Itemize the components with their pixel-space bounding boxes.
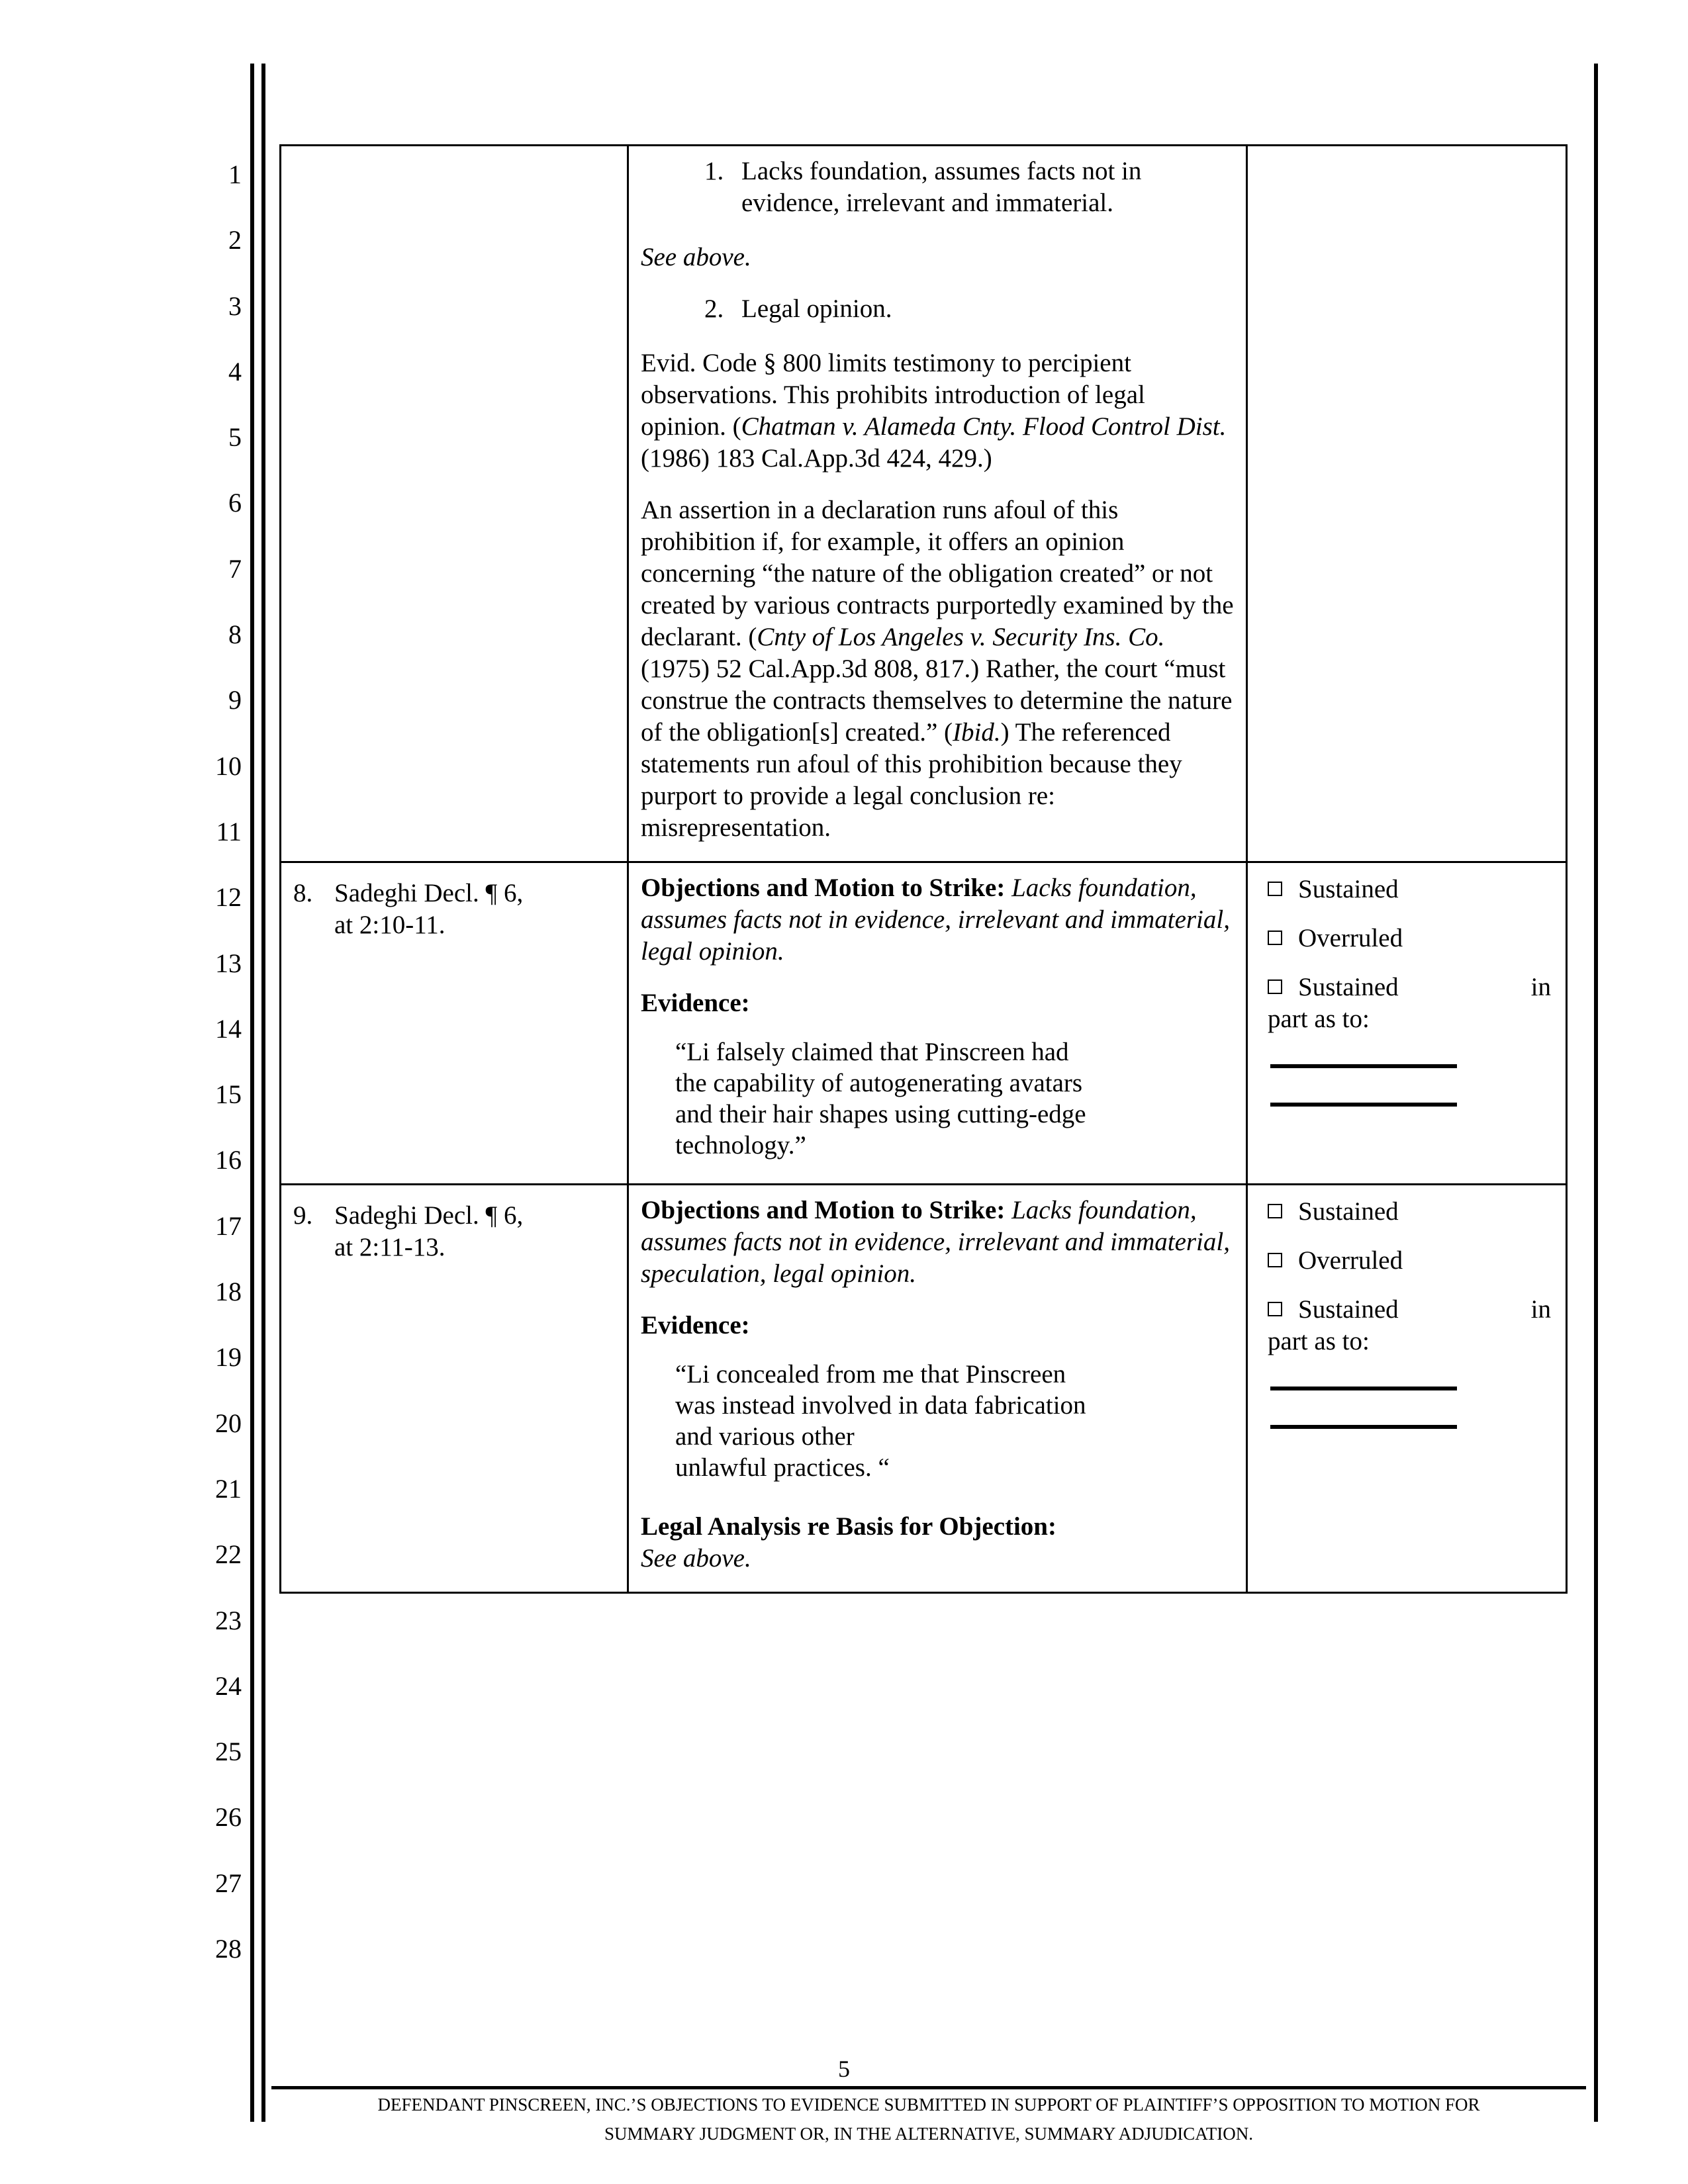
table-row xyxy=(281,862,1567,1185)
line-number: 10 xyxy=(215,751,242,781)
objection-grounds: Lacks foundation, assumes facts not in evidence, irrelevant and immaterial, speculation, legal opinion. xyxy=(641,1196,1230,1288)
line-number: 27 xyxy=(215,1868,242,1898)
objection-ground-text: Lacks foundation, assumes facts not in evidence, irrelevant and immaterial. xyxy=(741,157,1142,217)
evidence-quote xyxy=(641,1359,1234,1483)
ruling-option-label: Sustained xyxy=(1298,875,1399,903)
evidence-item-body xyxy=(334,1200,615,1263)
footer-caption xyxy=(271,2090,1586,2148)
line-number: 22 xyxy=(215,1539,242,1570)
line-number: 4 xyxy=(228,356,242,387)
ruling-option-sustained[interactable] xyxy=(1268,1196,1551,1228)
evidence-reference-8 xyxy=(293,872,615,941)
evidence-quote-line: the capability of autogenerating avatars xyxy=(675,1069,1083,1097)
line-number: 11 xyxy=(216,816,242,846)
evidence-code-text-a: Evid. Code § 800 limits testimony to percipient observations. This prohibits introduction of legal opinion. ( xyxy=(641,349,1145,441)
objection-label: Objections and Motion to Strike: xyxy=(641,874,1006,902)
evidence-quote-line: unlawful practices. “ xyxy=(675,1453,890,1482)
evidence-reference-9 xyxy=(293,1195,615,1263)
line-number: 25 xyxy=(215,1737,242,1767)
assertion-text-b: (1975) 52 Cal.App.3d 808, 817.) Rather, the court “must construe the contracts themselves to determine the nature of the obligation[s] created.” ( xyxy=(641,655,1233,747)
ruling-option-sustained-in-part[interactable] xyxy=(1268,1294,1551,1357)
ruling-option-label-cont: part as to: xyxy=(1268,1327,1370,1355)
evidence-code-paragraph xyxy=(641,347,1234,475)
case-citation-county-la: Cnty of Los Angeles v. Security Ins. Co. xyxy=(757,623,1165,651)
evidence-heading: Evidence: xyxy=(641,1311,750,1340)
assertion-text-a: An assertion in a declaration runs afoul of this prohibition if, for example, it offers an opinion concerning “the nature of the obligation created” or not created by various contracts purportedly examined by the declarant. ( xyxy=(641,496,1234,651)
right-margin-rule xyxy=(1594,64,1598,2122)
ruling-write-in-line[interactable] xyxy=(1270,1103,1457,1107)
case-citation-ibid: Ibid. xyxy=(953,718,1001,747)
evidence-quote xyxy=(641,1036,1234,1161)
line-number: 12 xyxy=(215,882,242,913)
ruling-option-sustained[interactable] xyxy=(1268,874,1551,905)
evidence-cell-8 xyxy=(281,862,628,1185)
checkbox-icon[interactable] xyxy=(1268,1302,1282,1316)
objection-cell-8 xyxy=(628,862,1247,1185)
evidence-line-ref: at 2:10-11. xyxy=(334,911,445,939)
line-number: 3 xyxy=(228,291,242,321)
checkbox-icon[interactable] xyxy=(1268,1253,1282,1267)
see-above-note: See above. xyxy=(641,243,751,271)
objection-ground-number: 1. xyxy=(704,157,724,185)
left-margin-rule-outer xyxy=(250,64,254,2122)
line-number: 17 xyxy=(215,1210,242,1241)
ruling-option-label: Sustained in xyxy=(1298,1295,1551,1324)
checkbox-icon[interactable] xyxy=(1268,931,1282,945)
page-number: 5 xyxy=(838,2056,850,2082)
line-number: 7 xyxy=(228,553,242,584)
line-number: 24 xyxy=(215,1670,242,1701)
footer-caption-line-1: DEFENDANT PINSCREEN, INC.’S OBJECTIONS TO EVIDENCE SUBMITTED IN SUPPORT OF PLAINTIFF’S OPPOSITION TO MOTION FOR xyxy=(377,2095,1480,2115)
objection-statement xyxy=(641,872,1234,968)
evidence-item-number: 8. xyxy=(293,879,313,907)
ruling-option-overruled[interactable] xyxy=(1268,1245,1551,1277)
ruling-cell-9 xyxy=(1247,1185,1567,1593)
evidence-quote-line: and various other xyxy=(675,1422,855,1451)
checkbox-icon[interactable] xyxy=(1268,979,1282,994)
ruling-option-label: Sustained in xyxy=(1298,973,1551,1001)
table-row xyxy=(281,146,1567,862)
line-number: 14 xyxy=(215,1013,242,1044)
objection-cell-continuation xyxy=(628,146,1247,862)
line-number: 20 xyxy=(215,1408,242,1438)
evidence-item-number: 9. xyxy=(293,1201,313,1230)
ruling-option-label: Sustained xyxy=(1298,1197,1399,1226)
footer-caption-line-2: SUMMARY JUDGMENT OR, IN THE ALTERNATIVE, SUMMARY ADJUDICATION. xyxy=(604,2124,1254,2144)
evidence-cell-9 xyxy=(281,1185,628,1593)
ruling-cell-continuation xyxy=(1247,146,1567,862)
evidence-item-body xyxy=(334,878,615,941)
line-number: 6 xyxy=(228,488,242,518)
footer-divider-rule xyxy=(271,2086,1586,2089)
evidence-quote-line: “Li concealed from me that Pinscreen xyxy=(675,1360,1066,1388)
line-number: 2 xyxy=(228,225,242,255)
ruling-cell-8 xyxy=(1247,862,1567,1185)
ruling-write-in-line[interactable] xyxy=(1270,1425,1457,1429)
ruling-option-label: Overruled xyxy=(1298,924,1403,952)
evidence-quote-line: was instead involved in data fabrication xyxy=(675,1391,1086,1420)
line-number: 9 xyxy=(228,685,242,715)
assertion-text-c: ) The referenced statements run afoul of this prohibition because they purport to provide a legal conclusion re: misrepresentation. xyxy=(641,718,1182,842)
case-citation-chatman: Chatman v. Alameda Cnty. Flood Control Dist. xyxy=(741,412,1227,441)
checkbox-icon[interactable] xyxy=(1268,1204,1282,1218)
line-number: 28 xyxy=(215,1934,242,1964)
line-number: 16 xyxy=(215,1145,242,1175)
table-row xyxy=(281,1185,1567,1593)
objection-statement xyxy=(641,1195,1234,1290)
checkbox-icon[interactable] xyxy=(1268,882,1282,896)
evidentiary-objections-table xyxy=(279,144,1568,1594)
line-number: 8 xyxy=(228,619,242,650)
line-number: 1 xyxy=(228,159,242,189)
evidence-line-ref: at 2:11-13. xyxy=(334,1233,445,1261)
objection-ground-number: 2. xyxy=(704,295,724,323)
assertion-paragraph xyxy=(641,494,1234,844)
line-number: 23 xyxy=(215,1605,242,1635)
ruling-option-label-cont: part as to: xyxy=(1268,1005,1370,1033)
objection-ground-item xyxy=(641,293,1234,325)
ruling-write-in-line[interactable] xyxy=(1270,1064,1457,1068)
evidence-quote-line: technology.” xyxy=(675,1131,806,1160)
line-number: 19 xyxy=(215,1342,242,1373)
ruling-option-label: Overruled xyxy=(1298,1246,1403,1275)
line-number: 15 xyxy=(215,1079,242,1110)
objection-ground-item xyxy=(641,156,1234,219)
ruling-write-in-line[interactable] xyxy=(1270,1387,1457,1390)
legal-analysis-text: See above. xyxy=(641,1544,751,1572)
line-number: 5 xyxy=(228,422,242,453)
ruling-option-overruled[interactable] xyxy=(1268,923,1551,954)
objection-grounds: Lacks foundation, assumes facts not in evidence, irrelevant and immaterial, legal opinion. xyxy=(641,874,1230,966)
evidence-quote-line: “Li falsely claimed that Pinscreen had xyxy=(675,1038,1069,1066)
legal-analysis-heading: Legal Analysis re Basis for Objection: xyxy=(641,1512,1056,1541)
objection-cell-9 xyxy=(628,1185,1247,1593)
ruling-option-sustained-in-part[interactable] xyxy=(1268,972,1551,1035)
evidence-cell-continuation xyxy=(281,146,628,862)
objection-ground-text: Legal opinion. xyxy=(741,295,892,323)
evidence-code-text-b: (1986) 183 Cal.App.3d 424, 429.) xyxy=(641,444,992,473)
line-number: 21 xyxy=(215,1473,242,1504)
evidence-declaration-ref: Sadeghi Decl. ¶ 6, xyxy=(334,1201,524,1230)
left-margin-rule-inner xyxy=(261,64,265,2122)
line-number: 26 xyxy=(215,1802,242,1833)
evidence-heading: Evidence: xyxy=(641,989,750,1017)
evidence-declaration-ref: Sadeghi Decl. ¶ 6, xyxy=(334,879,524,907)
evidence-quote-line: and their hair shapes using cutting-edge xyxy=(675,1100,1086,1128)
line-number-column xyxy=(169,142,242,1981)
line-number: 13 xyxy=(215,948,242,978)
line-number: 18 xyxy=(215,1277,242,1307)
objection-label: Objections and Motion to Strike: xyxy=(641,1196,1006,1224)
